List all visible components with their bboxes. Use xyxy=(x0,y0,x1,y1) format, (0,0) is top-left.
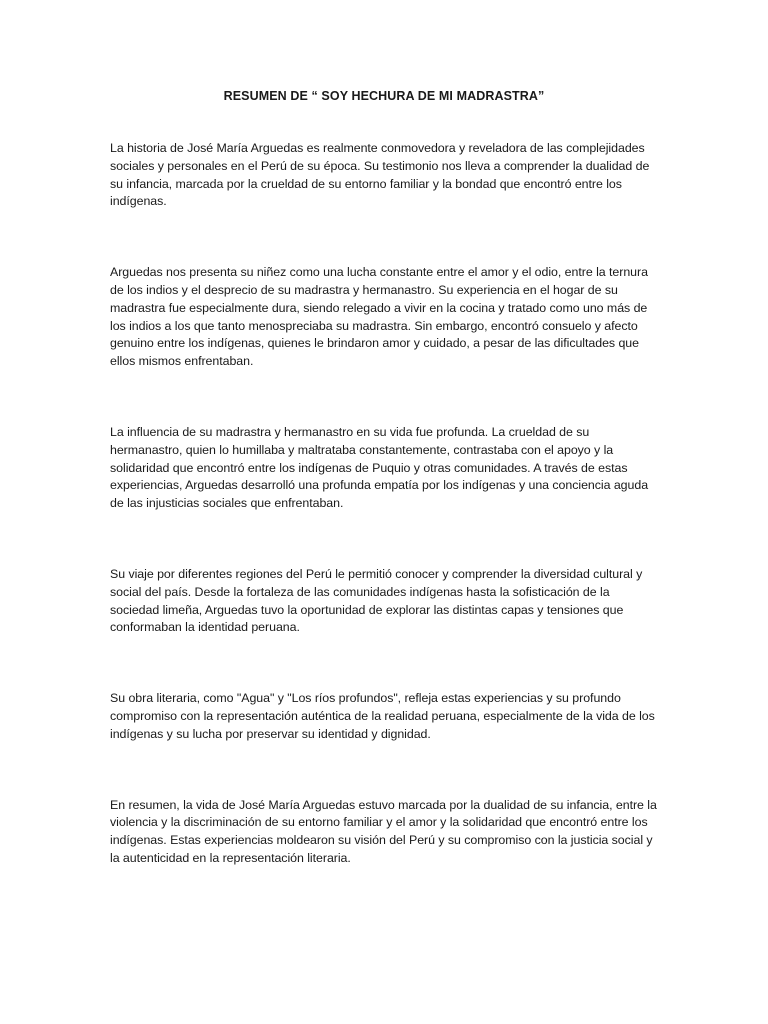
paragraph: La influencia de su madrastra y hermanastro en su vida fue profunda. La crueldad de su hermanastro, quien lo humillaba y maltrataba constantemente, contrastaba con el apoyo y la solidaridad que encontró entre los indígenas de Puquio y otras comunidades. A través de estas experiencias, Arguedas desarrolló una profunda empatía por los indígenas y una conciencia aguda de las injusticias sociales que enfrentaban. xyxy=(110,424,649,511)
document-body xyxy=(110,140,658,921)
paragraph: En resumen, la vida de José María Arguedas estuvo marcada por la dualidad de su infancia, entre la violencia y la discriminación de su entorno familiar y el amor y la solidaridad que encontró entre los indígenas. Estas experiencias moldearon su visión del Perú y su compromiso con la justicia social y la autenticidad en la representación literaria. xyxy=(110,797,657,865)
document-title: RESUMEN DE “ SOY HECHURA DE MI MADRASTRA” xyxy=(223,89,545,103)
paragraph: Arguedas nos presenta su niñez como una lucha constante entre el amor y el odio, entre la ternura de los indios y el desprecio de su madrastra y hermanastro. Su experiencia en el hogar de su madrastra fue especialmente dura, siendo relegado a vivir en la cocina y tratado como uno más de los indios a los que tanto menospreciaba su madrastra. Sin embargo, encontró consuelo y afecto genuino entre los indígenas, quienes le brindaron amor y cuidado, a pesar de las dificultades que ellos mismos enfrentaban. xyxy=(110,265,648,369)
paragraph: Su viaje por diferentes regiones del Perú le permitió conocer y comprender la diversidad cultural y social del país. Desde la fortaleza de las comunidades indígenas hasta la sofisticación de la sociedad limeña, Arguedas tuvo la oportunidad de explorar las distintas capas y tensiones que conformaban la identidad peruana. xyxy=(110,566,643,635)
paragraph: La historia de José María Arguedas es realmente conmovedora y reveladora de las complejidades sociales y personales en el Perú de su época. Su testimonio nos lleva a comprender la dualidad de su infancia, marcada por la crueldad de su entorno familiar y la bondad que encontró entre los indígenas. xyxy=(110,141,650,209)
paragraph: Su obra literaria, como "Agua" y "Los ríos profundos", refleja estas experiencias y su profundo compromiso con la representación auténtica de la realidad peruana, especialmente de la vida de los indígenas y su lucha por preservar su identidad y dignidad. xyxy=(110,691,655,741)
